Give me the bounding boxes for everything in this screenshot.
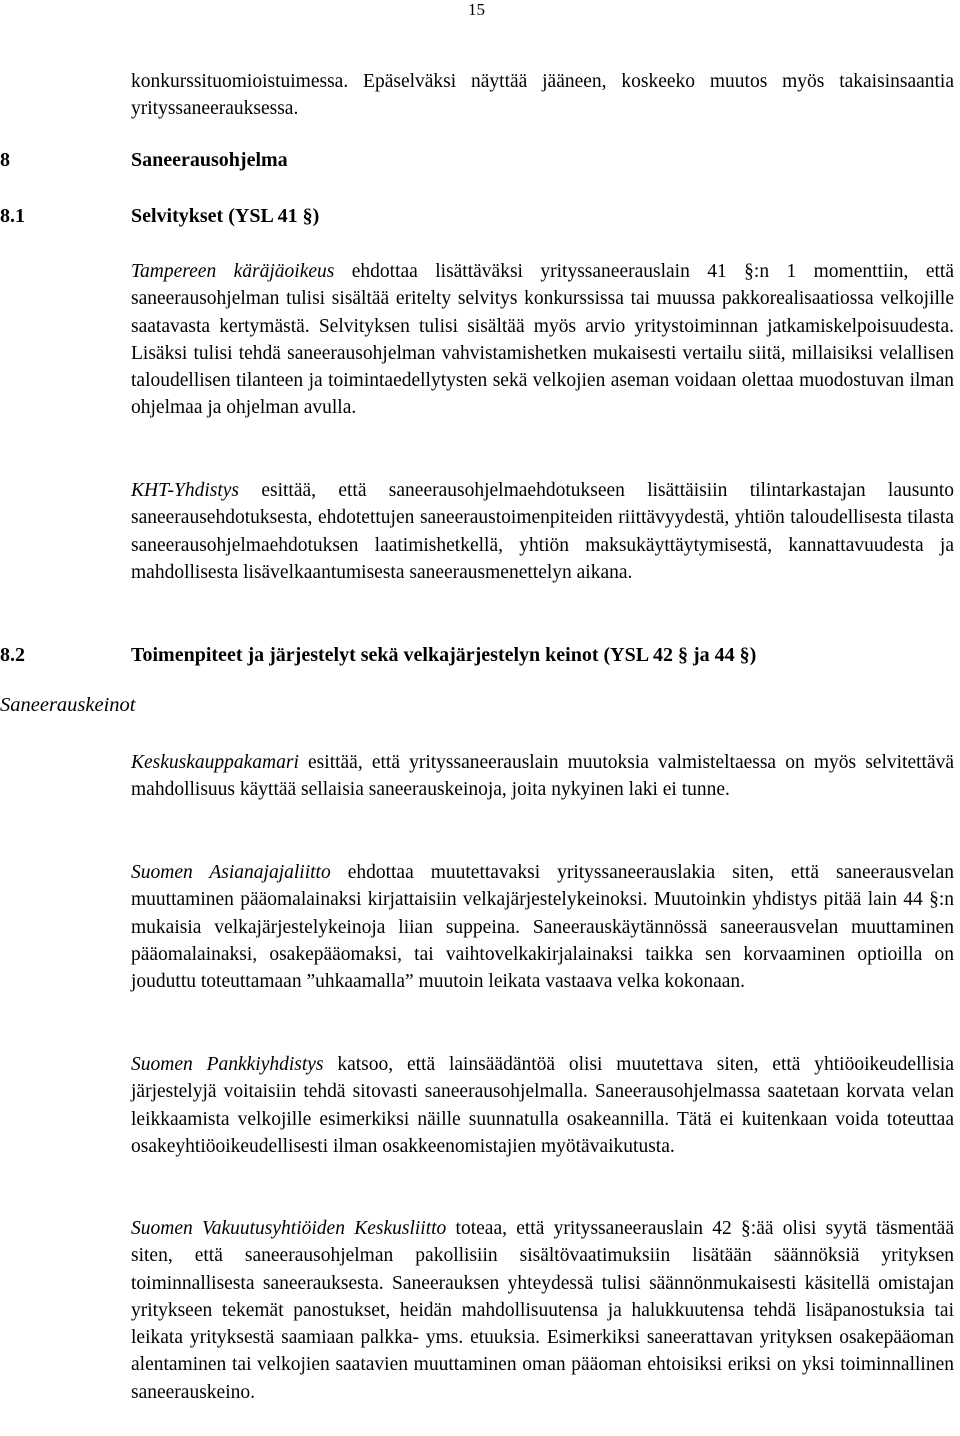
paragraph-text: esittää, että yrityssaneerauslain muutoksia valmisteltaessa on myös selvitettävä mahdollisuus käyttää sellaisia saneerauskeinoja, joita nykyinen laki ei tunne.: [131, 752, 954, 801]
org-name: Tampereen käräjäoikeus: [131, 261, 335, 282]
paragraph-text: ehdottaa muutettavaksi yrityssaneerauslakia siten, että saneerausvelan muuttaminen pääomalainaksi kirjattaisiin velkajärjestelykeinoksi. Muutoinkin yhdistys pitää lain 44 §:n mukaisia velkajärjestelykeinoja liian suppeina. Saneerauskäytännössä saneerausvelan muuttaminen pääomalainaksi, osakepääomaksi, tai vaihtovelkakirjalainaksi taikka sen korvaaminen optioilla on jouduttu toteuttamaan ”uhkaamalla” muutoin leikata vastaava velka kokonaan.: [131, 862, 955, 993]
page-number: 15: [468, 0, 485, 19]
paragraph-keskuskauppakamari: [131, 749, 954, 804]
org-name: KHT-Yhdistys: [131, 480, 239, 501]
paragraph-text: toteaa, että yrityssaneerauslain 42 §:ää olisi syytä täsmentää siten, että saneerausohjelman pakollisiin sisältövaatimuksiin lisätään säännöksiä yrityksen toiminnallisesta saneerauksesta. Saneerauksen yhteydessä tulisi säännönmukaisesti käsitellä omistajan yritykseen tekemät panostukset, heidän mahdollisuutensa ja halukkuutensa tehdä lisäpanostuksia tai leikata yrityksestä saamiaan palkka- yms. etuuksia. Esimerkiksi saneerattavan yrityksen osakepääoman alentaminen tai velkojien saatavien muuttaminen oman pääoman ehtoisiksi eriksi on yksi toiminnallinen saneerauskeino.: [131, 1218, 954, 1403]
intro-text: konkurssituomioistuimessa. Epäselväksi näyttää jääneen, koskeeko muutos myös takaisinsaantia yrityssaneerauksessa.: [131, 71, 954, 120]
paragraph-vakuutusyhtioiden-keskusliitto: [131, 1215, 954, 1406]
section-title: Selvitykset (YSL 41 §): [131, 205, 320, 227]
section-number: 8: [0, 149, 10, 171]
org-name: Suomen Vakuutusyhtiöiden Keskusliitto: [131, 1218, 447, 1239]
paragraph-pankkiyhdistys: [131, 1051, 954, 1160]
section-title: Toimenpiteet ja järjestelyt sekä velkajärjestelyn keinot (YSL 42 § ja 44 §): [131, 644, 757, 666]
paragraph-kht: [131, 477, 954, 586]
org-name: Suomen Pankkiyhdistys: [131, 1054, 324, 1075]
org-name: Keskuskauppakamari: [131, 752, 299, 773]
section-number: 8.2: [0, 644, 25, 666]
paragraph-tampereen: [131, 258, 954, 422]
paragraph-text: ehdottaa lisättäväksi yrityssaneerauslain 41 §:n 1 momenttiin, että saneerausohjelman tulisi sisältää eritelty selvitys konkurssissa tai muussa pakkorealisaatiossa velkojille saatavasta kertymästä. Selvityksen tulisi sisältää myös arvio yritystoiminnan jatkamiskelpoisuudesta. Lisäksi tulisi tehdä saneerausohjelman vahvistamishetken mukaisesti vertailu siitä, millaisiksi velallisen taloudellisen tilanteen ja toimintaedellytysten sekä velkojien aseman voidaan olettaa muodostuvan ilman ohjelmaa ja ohjelman avulla.: [131, 261, 954, 419]
subheading-saneerauskeinot: Saneerauskeinot: [0, 694, 136, 716]
paragraph-text: esittää, että saneerausohjelmaehdotukseen lisättäisiin tilintarkastajan lausunto saneerausehdotuksesta, ehdotettujen saneeraustoimenpiteiden riittävyydestä, yhtiön taloudellisesta tilasta saneerausohjelmaehdotuksen laatimishetkellä, yhtiön maksukäyttäytymisestä, kannattavuudesta ja mahdollisesta lisävelkaantumisesta saneerausmenettelyn aikana.: [131, 480, 954, 583]
org-name: Suomen Asianajajaliitto: [131, 862, 331, 883]
section-number: 8.1: [0, 205, 25, 227]
section-title: Saneerausohjelma: [131, 149, 288, 171]
paragraph-asianajajaliitto: [131, 859, 954, 995]
intro-paragraph: [131, 68, 954, 123]
paragraph-text: katsoo, että lainsäädäntöä olisi muutettava siten, että yhtiöoikeudellisia järjestelyjä voitaisiin tehdä sitovasti saneerausohjelmalla. Saneerausohjelmassa saatetaan korvata velan leikkaamista velkojille esimerkiksi näille suunnatulla osakeannilla. Tätä ei kuitenkaan voida toteuttaa osakeyhtiöoikeudellisesti ilman osakkeenomistajien myötävaikutusta.: [131, 1054, 954, 1157]
